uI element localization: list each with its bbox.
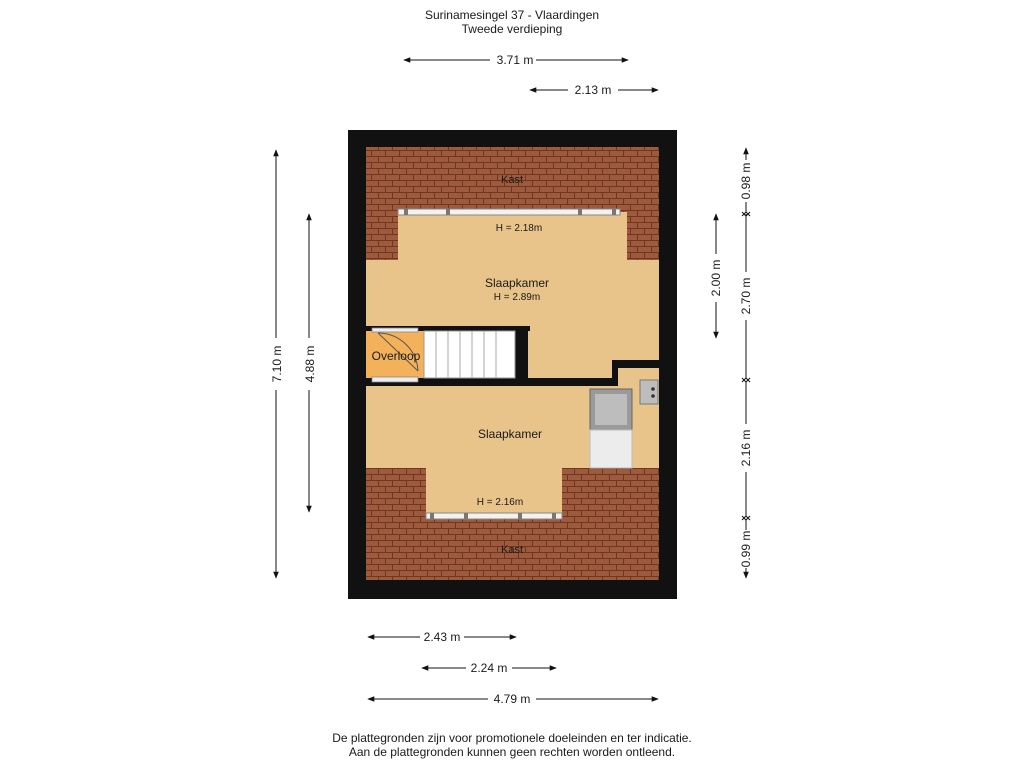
- dimension-bottom-1-label: 2.43 m: [423, 630, 461, 644]
- landing-window: [372, 328, 418, 332]
- dimension-top-2-label: 2.13 m: [574, 83, 612, 97]
- window-bottom: [426, 513, 562, 519]
- plan-address: Surinamesingel 37 - Vlaardingen: [424, 8, 600, 22]
- dimension-right-top-kast-label: 0.98 m: [739, 162, 753, 200]
- interior-wall-step: [612, 360, 659, 368]
- label-dormer-top-height: H = 2.18m: [495, 223, 543, 234]
- dimension-top-2: [530, 83, 658, 97]
- landing-door: [372, 377, 418, 382]
- dimension-bottom-total: [368, 692, 658, 706]
- dimension-left-total: [270, 150, 284, 578]
- label-bedroom-bottom: Slaapkamer: [477, 427, 543, 441]
- dimension-bottom-total-label: 4.79 m: [493, 692, 531, 706]
- interior-wall-step-vertical: [612, 360, 618, 386]
- dimension-bottom-1: [368, 630, 516, 644]
- dimension-top-1-label: 3.71 m: [496, 53, 534, 67]
- dimension-top-1: [404, 53, 628, 67]
- dimension-right-inner-label: 2.00 m: [709, 259, 723, 297]
- label-kast-top: Kast: [500, 174, 524, 186]
- wall-socket: [640, 380, 658, 404]
- dimension-left-total-label: 7.10 m: [270, 345, 284, 383]
- socket-dot-2: [651, 394, 655, 398]
- label-dormer-bottom-height: H = 2.16m: [476, 497, 524, 508]
- label-landing: Overloop: [371, 349, 421, 363]
- label-bedroom-top: Slaapkamer: [484, 276, 550, 290]
- dimension-left-inner: [303, 214, 317, 512]
- window-top: [398, 209, 620, 215]
- dimension-bottom-2-label: 2.24 m: [470, 661, 508, 675]
- dimension-right-stack: [739, 148, 753, 578]
- disclaimer-line-1: De plattegronden zijn voor promotionele doeleinden en ter indicatie.: [332, 731, 692, 745]
- disclaimer-line-2: Aan de plattegronden kunnen geen rechten worden ontleend.: [348, 745, 676, 759]
- label-bedroom-top-height: H = 2.89m: [493, 292, 541, 303]
- stairs: [424, 331, 515, 378]
- dimension-left-inner-label: 4.88 m: [303, 345, 317, 383]
- dimension-right-inner: [709, 214, 723, 338]
- sink-basin: [595, 394, 627, 425]
- plan-floor-name: Tweede verdieping: [461, 22, 563, 36]
- dimension-right-bottom-room-label: 2.16 m: [739, 429, 753, 467]
- cabinet: [590, 430, 632, 468]
- socket-dot-1: [651, 387, 655, 391]
- dimension-bottom-2: [422, 661, 556, 675]
- dimension-right-bottom-kast-label: 0.99 m: [739, 530, 753, 568]
- label-kast-bottom: Kast: [500, 544, 524, 556]
- interior-wall-stair-right: [515, 326, 528, 382]
- dimension-right-top-room-label: 2.70 m: [739, 277, 753, 315]
